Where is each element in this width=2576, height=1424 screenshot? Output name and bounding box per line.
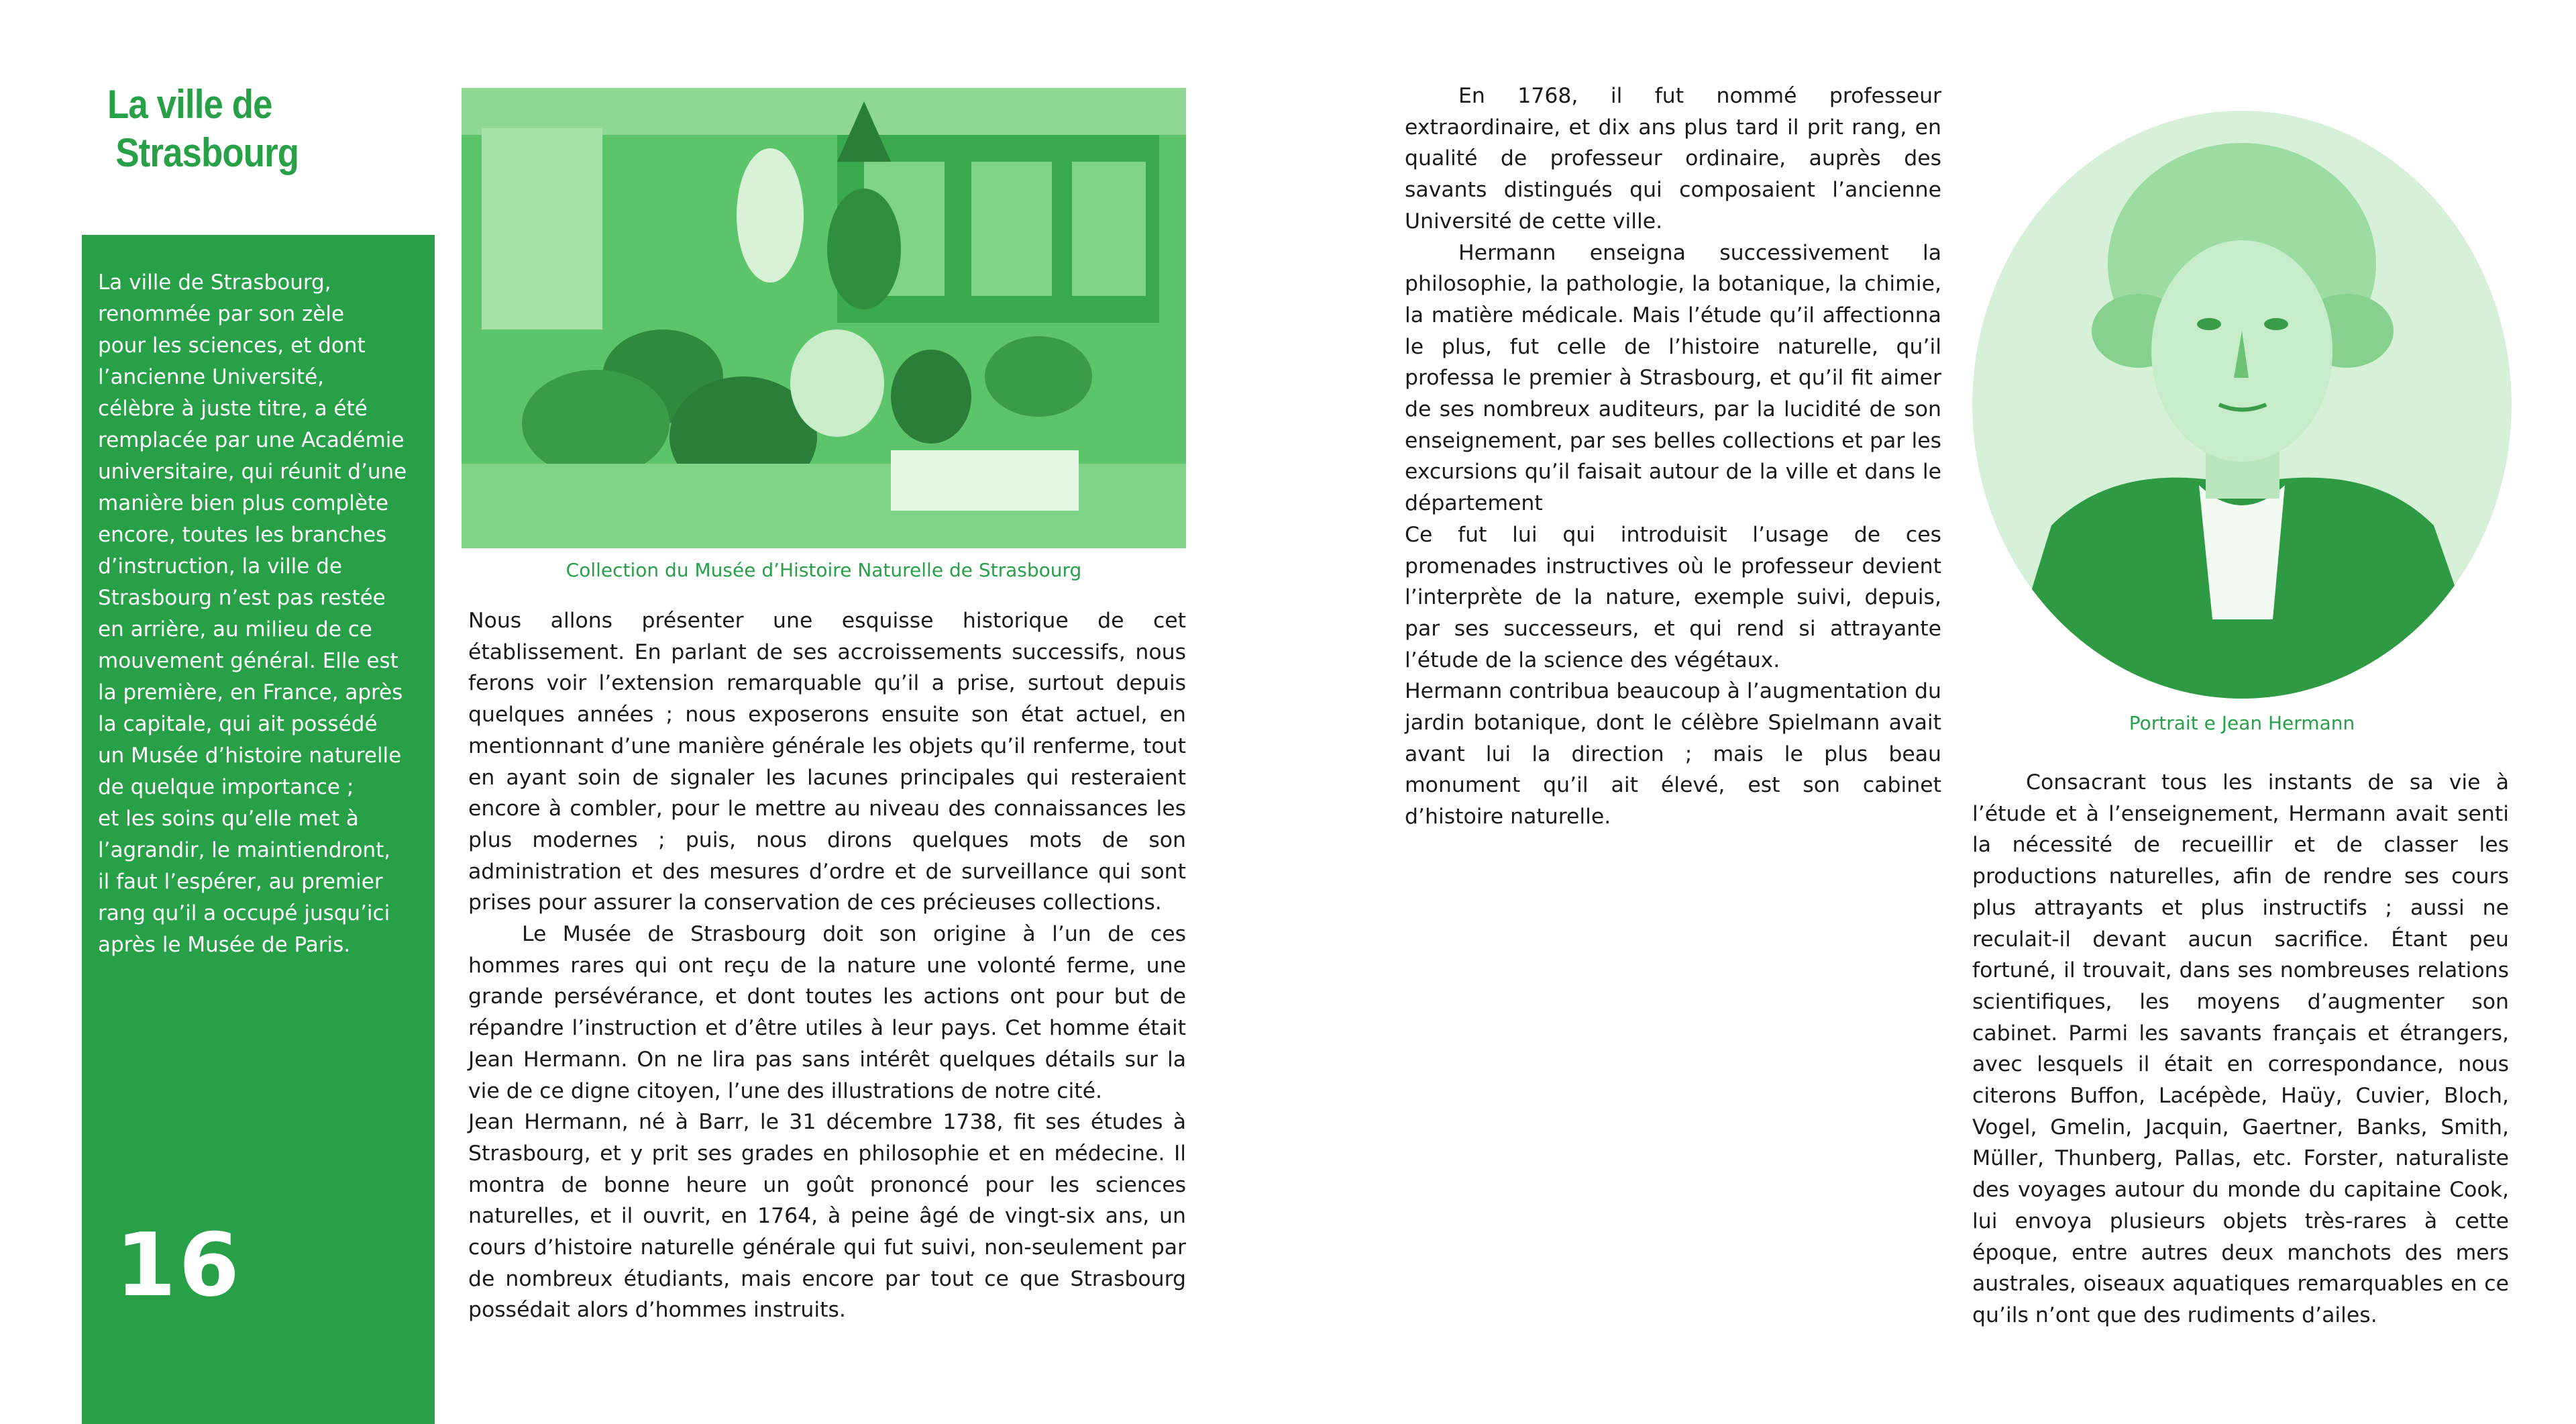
section-title-line2: Strasbourg — [115, 130, 299, 175]
body-column-3 — [1972, 767, 2509, 1331]
section-title-line1: La ville de — [107, 82, 272, 127]
sidebar-panel — [82, 235, 435, 1424]
body-column-2 — [1405, 81, 1941, 833]
photo-caption: Collection du Musée d’Histoire Naturelle de Strasbourg — [566, 559, 1082, 581]
paragraph: Consacrant tous les instants de sa vie à l’étude et à l’enseignement, Hermann avait senti la nécessité de recueillir et de classer les productions naturelles, afin de rendre ses cours plus attrayants et plus instructifs ; aussi ne reculait-il devant aucun sacrifice. Étant peu fortuné, il trouvait, dans ses nombreuses relations scientifiques, les moyens d’augmenter son cabinet. Parmi les savants français et étrangers, avec lesquels il était en correspondance, nous citerons Buffon, Lacépède, Haüy, Cuvier, Bloch, Vogel, Gmelin, Jacquin, Gaertner, Banks, Smith, Müller, Thunberg, Pallas, etc. Forster, naturaliste des voyages autour du monde du capitaine Cook, lui envoya plusieurs objets très-rares à cette époque, entre autres deux manchots des mers australes, oiseaux aquatiques remarquables en ce qu’ils n’ont que des rudiments d’ailes. — [1972, 770, 2509, 1327]
section-title — [107, 81, 367, 177]
paragraph: Nous allons présenter une esquisse historique de cet établissement. En parlant de ses accroissements successifs, nous ferons voir l’extension remarquable qu’il a prise, surtout depuis quelques années ; nous exposerons ensuite son état actuel, en mentionnant d’une manière générale les objets qu’il renferme, tout en ayant soin de signaler les lacunes principales qui resteraient encore à combler, pour le mettre au niveau des connaissances les plus modernes ; puis, nous dirons quelques mots de son administration et des mesures d’ordre et de surveillance qui sont prises pour assurer la conservation de ces précieuses collections. — [468, 609, 1186, 915]
sidebar-intro-text: La ville de Strasbourg, renommée par son zèle pour les sciences, et dont l’ancienne Université, célèbre à juste titre, a été remplacée par une Académie universitaire, qui réunit d’une manière bien plus complète encore, toutes les branches d’instruction, la ville de Strasbourg n’est pas restée en arrière, au milieu de ce mouvement général. Elle est la première, en France, après la capitale, qui ait possédé un Musée d’histoire naturelle de quelque importance ; et les soins qu’elle met à l’agrandir, le maintiendront, il faut l’espérer, au premier rang qu’il a occupé jusqu’ici après le Musée de Paris. — [98, 270, 407, 957]
paragraph: Hermann enseigna successivement la philosophie, la pathologie, la botanique, la chimie, la matière médicale. Mais l’étude qu’il affectionna le plus, fut celle de l’histoire naturelle, qu’il professa le premier à Strasbourg, et qu’il fit aimer de ses nombreux auditeurs, par la lucidité de son enseignement, par ses belles collections et par les excursions qu’il faisait autour de la ville et dans le département — [1405, 240, 1941, 516]
paragraph: Ce fut lui qui introduisit l’usage de ces promenades instructives où le professeur devient l’interprète de la nature, exemple suivi, depuis, par ses successeurs, et qui rend si attrayante l’étude de la science des végétaux. — [1405, 522, 1941, 672]
museum-photo — [462, 88, 1186, 548]
page-number: 16 — [115, 1214, 242, 1316]
paragraph: Le Musée de Strasbourg doit son origine à l’un de ces hommes rares qui ont reçu de la nature une volonté ferme, une grande persévérance, et dont toutes les actions ont pour but de répandre l’instruction et d’être utiles à leur pays. Cet homme était Jean Hermann. On ne lira pas sans intérêt quelques détails sur la vie de ce digne citoyen, l’une des illustrations de notre cité. — [468, 922, 1186, 1103]
paragraph: Jean Hermann, né à Barr, le 31 décembre 1738, fit ses études à Strasbourg, et y prit ses grades en philosophie et en médecine. Il montra de bonne heure un goût prononcé pour les sciences naturelles, et il ouvrit, en 1764, à peine âgé de vingt-six ans, un cours d’histoire naturelle générale qui fut suivi, non-seulement par de nombreux étudiants, mais encore par tout ce que Strasbourg possédait alors d’hommes instruits. — [468, 1110, 1186, 1323]
paragraph: En 1768, il fut nommé professeur extraordinaire, et dix ans plus tard il prit rang, en qualité de professeur ordinaire, auprès des savants distingués qui composaient l’ancienne Université de cette ville. — [1405, 84, 1941, 234]
body-column-1 — [468, 605, 1186, 1326]
portrait-caption: Portrait e Jean Hermann — [2129, 712, 2355, 734]
portrait-image — [1971, 109, 2513, 700]
paragraph: Hermann contribua beaucoup à l’augmentation du jardin botanique, dont le célèbre Spielmann avait avant lui la direction ; mais le plus beau monument qu’il ait élevé, est son cabinet d’histoire naturelle. — [1405, 679, 1941, 829]
